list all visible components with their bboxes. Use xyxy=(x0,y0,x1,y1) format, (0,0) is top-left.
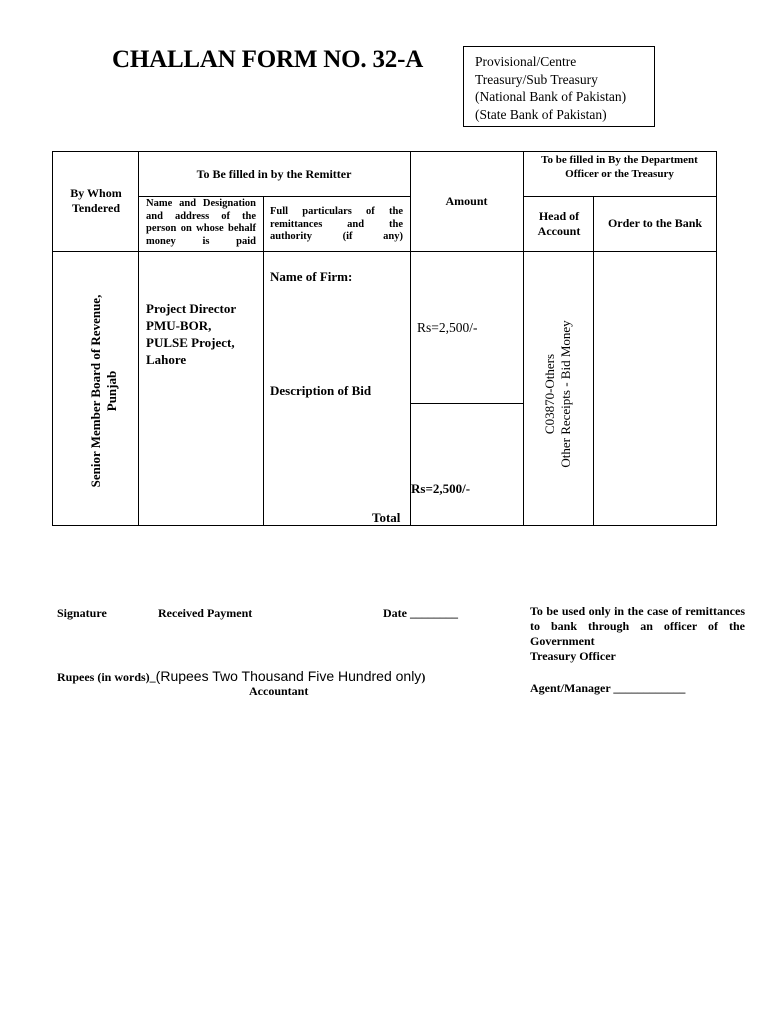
head-of-account-header: Head of Account xyxy=(537,209,581,238)
treasury-officer-label: Treasury Officer xyxy=(530,649,616,663)
name-line-2: PMU-BOR, xyxy=(146,318,212,333)
received-payment-label: Received Payment xyxy=(158,606,253,620)
amount-value: Rs=2,500/- xyxy=(417,320,478,335)
form-title: CHALLAN FORM NO. 32-A xyxy=(112,46,424,73)
rupees-label: Rupees (in words)_ xyxy=(57,670,156,684)
col-divider-5 xyxy=(593,196,594,526)
table-border-right xyxy=(716,151,717,526)
remitter-divider xyxy=(138,196,410,197)
name-of-firm-label: Name of Firm: xyxy=(270,269,353,284)
name-line-4: Lahore xyxy=(146,352,187,367)
head-account-line-2: Other Receipts - Bid Money xyxy=(558,320,573,468)
col-divider-2 xyxy=(263,196,264,526)
by-whom-value xyxy=(88,271,120,511)
rupees-in-words xyxy=(57,668,425,685)
name-address-value xyxy=(146,300,236,368)
accountant-label: Accountant xyxy=(249,684,309,698)
agent-manager-label: Agent/Manager ____________ xyxy=(530,681,686,695)
col-divider-4 xyxy=(523,151,524,526)
by-whom-line-2: Punjab xyxy=(104,370,119,412)
amount-header: Amount xyxy=(445,194,488,208)
head-account-line-1: C03870-Others xyxy=(542,353,557,435)
dept-divider xyxy=(523,196,717,197)
treasury-line-4: (State Bank of Pakistan) xyxy=(475,106,607,122)
full-particulars-header: Full particulars of the remittances and the authority (if any) xyxy=(270,206,403,242)
name-line-1: Project Director xyxy=(146,301,237,316)
treasury-box xyxy=(463,46,655,127)
header-bottom-line xyxy=(52,251,717,252)
by-whom-header: By Whom Tendered xyxy=(70,186,122,215)
government-note: To be used only in the case of remittances to bank through an officer of the Government xyxy=(530,604,745,648)
total-label: Total xyxy=(372,510,401,525)
table-border-top xyxy=(52,151,717,152)
order-to-bank-header: Order to the Bank xyxy=(607,216,703,230)
rupees-words-value: (Rupees Two Thousand Five Hundred only xyxy=(155,668,422,684)
name-designation-header: Name and Designation and address of the person on whose behalf money is paid xyxy=(146,198,256,247)
date-label: Date ________ xyxy=(383,606,458,620)
name-line-3: PULSE Project, xyxy=(146,335,235,350)
treasury-line-2: Treasury/Sub Treasury xyxy=(475,71,598,87)
amount-divider xyxy=(410,403,524,404)
total-amount-value: Rs=2,500/- xyxy=(411,481,471,496)
table-border-left xyxy=(52,151,53,526)
dept-officer-header: To be filled in By the Department Officer or the Treasury xyxy=(541,154,698,180)
treasury-line-1: Provisional/Centre xyxy=(475,54,577,69)
signature-label: Signature xyxy=(57,606,107,620)
col-divider-1 xyxy=(138,151,139,526)
rupees-close: ) xyxy=(421,670,426,684)
remitter-header: To Be filled in by the Remitter xyxy=(196,167,352,181)
head-of-account-value xyxy=(542,294,574,494)
by-whom-line-1: Senior Member Board of Revenue, xyxy=(88,294,103,488)
treasury-line-3: (National Bank of Pakistan) xyxy=(475,89,627,104)
description-of-bid-label: Description of Bid xyxy=(270,383,372,398)
